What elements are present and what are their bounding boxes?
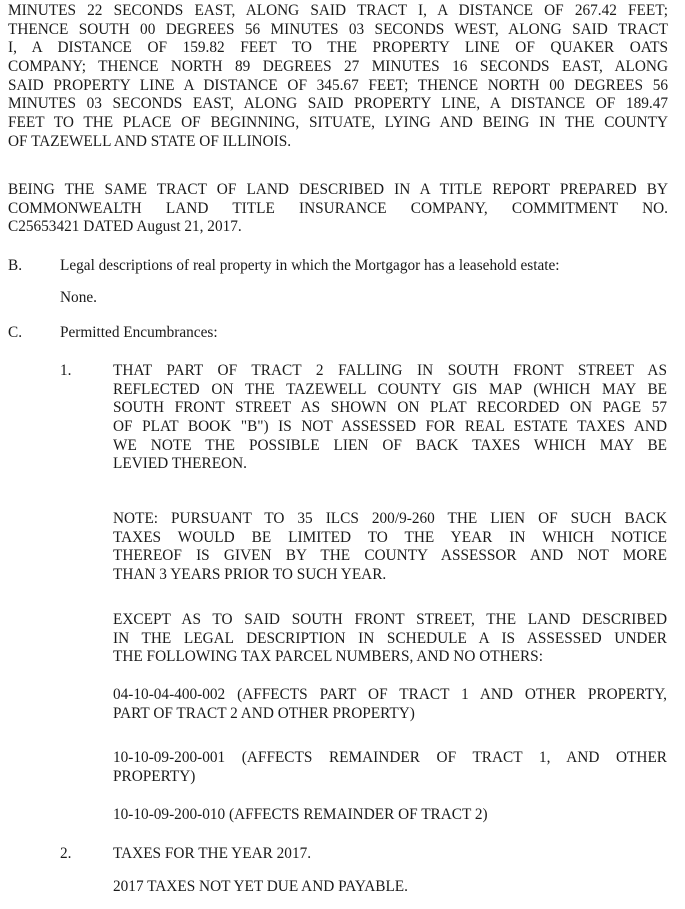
section-b-none: None. [60, 289, 97, 306]
title-report-paragraph [8, 181, 668, 237]
item-1-except [113, 611, 667, 667]
item-1-paragraph-1 [113, 362, 667, 474]
section-c-heading: Permitted Encumbrances: [60, 324, 218, 341]
text-line: THEREOF IS GIVEN BY THE COUNTY ASSESSOR AND NOT MORE [113, 547, 667, 565]
item-1-number: 1. [60, 362, 72, 379]
text-line: FEET TO THE PLACE OF BEGINNING, SITUATE, LYING AND BEING IN THE COUNTY [8, 114, 668, 132]
text-line: REFLECTED ON THE TAZEWELL COUNTY GIS MAP (WHICH MAY BE [113, 380, 667, 398]
item-1-parcel-2 [113, 749, 667, 786]
text-line: COMPANY; THENCE NORTH 89 DEGREES 27 MINUTES 16 SECONDS EAST, ALONG [8, 58, 668, 76]
text-line: 10-10-09-200-010 (AFFECTS REMAINDER OF TRACT 2) [113, 806, 488, 823]
text-line: THENCE SOUTH 00 DEGREES 56 MINUTES 03 SECONDS WEST, ALONG SAID TRACT [8, 20, 668, 38]
text-line: 10-10-09-200-001 (AFFECTS REMAINDER OF TRACT 1, AND OTHER [113, 749, 667, 766]
item-2-detail [113, 878, 667, 897]
legal-description-paragraph [8, 2, 668, 152]
text-line: OF TAZEWELL AND STATE OF ILLINOIS. [8, 132, 292, 150]
item-2-number: 2. [60, 845, 72, 862]
text-line: EXCEPT AS TO SAID SOUTH FRONT STREET, THE LAND DESCRIBED [113, 611, 667, 628]
section-b-heading: Legal descriptions of real property in which the Mortgagor has a leasehold estate: [60, 257, 560, 274]
text-line: OF PLAT BOOK "B") IS NOT ASSESSED FOR REAL ESTATE TAXES AND [113, 418, 667, 436]
text-line: PART OF TRACT 2 AND OTHER PROPERTY) [113, 704, 415, 722]
item-1-parcel-1 [113, 686, 667, 723]
text-line: C25653421 DATED August 21, 2017. [8, 218, 242, 236]
item-2-heading [113, 845, 667, 864]
text-line: SOUTH FRONT STREET AS SHOWN ON PLAT RECORDED ON PAGE 57 [113, 399, 667, 417]
text-line: IN THE LEGAL DESCRIPTION IN SCHEDULE A IS ASSESSED UNDER [113, 629, 667, 647]
text-line: LEVIED THEREON. [113, 455, 247, 473]
text-line: NOTE: PURSUANT TO 35 ILCS 200/9-260 THE LIEN OF SUCH BACK [113, 510, 667, 527]
text-line: I, A DISTANCE OF 159.82 FEET TO THE PROPERTY LINE OF QUAKER OATS [8, 39, 668, 57]
text-line: THAN 3 YEARS PRIOR TO SUCH YEAR. [113, 566, 387, 584]
text-line: THAT PART OF TRACT 2 FALLING IN SOUTH FRONT STREET AS [113, 362, 667, 379]
text-line: BEING THE SAME TRACT OF LAND DESCRIBED IN A TITLE REPORT PREPARED BY [8, 181, 668, 198]
text-line: COMMONWEALTH LAND TITLE INSURANCE COMPANY, COMMITMENT NO. [8, 199, 668, 217]
text-line: MINUTES 22 SECONDS EAST, ALONG SAID TRACT I, A DISTANCE OF 267.42 FEET; [8, 2, 668, 19]
text-line: 2017 TAXES NOT YET DUE AND PAYABLE. [113, 878, 408, 895]
text-line: MINUTES 03 SECONDS EAST, ALONG SAID PROPERTY LINE, A DISTANCE OF 189.47 [8, 95, 668, 113]
text-line: TAXES FOR THE YEAR 2017. [113, 845, 312, 862]
text-line: WE NOTE THE POSSIBLE LIEN OF BACK TAXES WHICH MAY BE [113, 436, 667, 454]
item-1-parcel-3 [113, 806, 667, 825]
text-line: THE FOLLOWING TAX PARCEL NUMBERS, AND NO OTHERS: [113, 648, 543, 666]
text-line: 04-10-04-400-002 (AFFECTS PART OF TRACT 1 AND OTHER PROPERTY, [113, 686, 667, 703]
text-line: TAXES WOULD BE LIMITED TO THE YEAR IN WHICH NOTICE [113, 528, 667, 546]
section-b-label: B. [8, 257, 23, 274]
section-c-label: C. [8, 324, 23, 341]
text-line: SAID PROPERTY LINE A DISTANCE OF 345.67 FEET; THENCE NORTH 00 DEGREES 56 [8, 76, 668, 94]
item-1-note [113, 510, 667, 585]
text-line: PROPERTY) [113, 767, 196, 785]
